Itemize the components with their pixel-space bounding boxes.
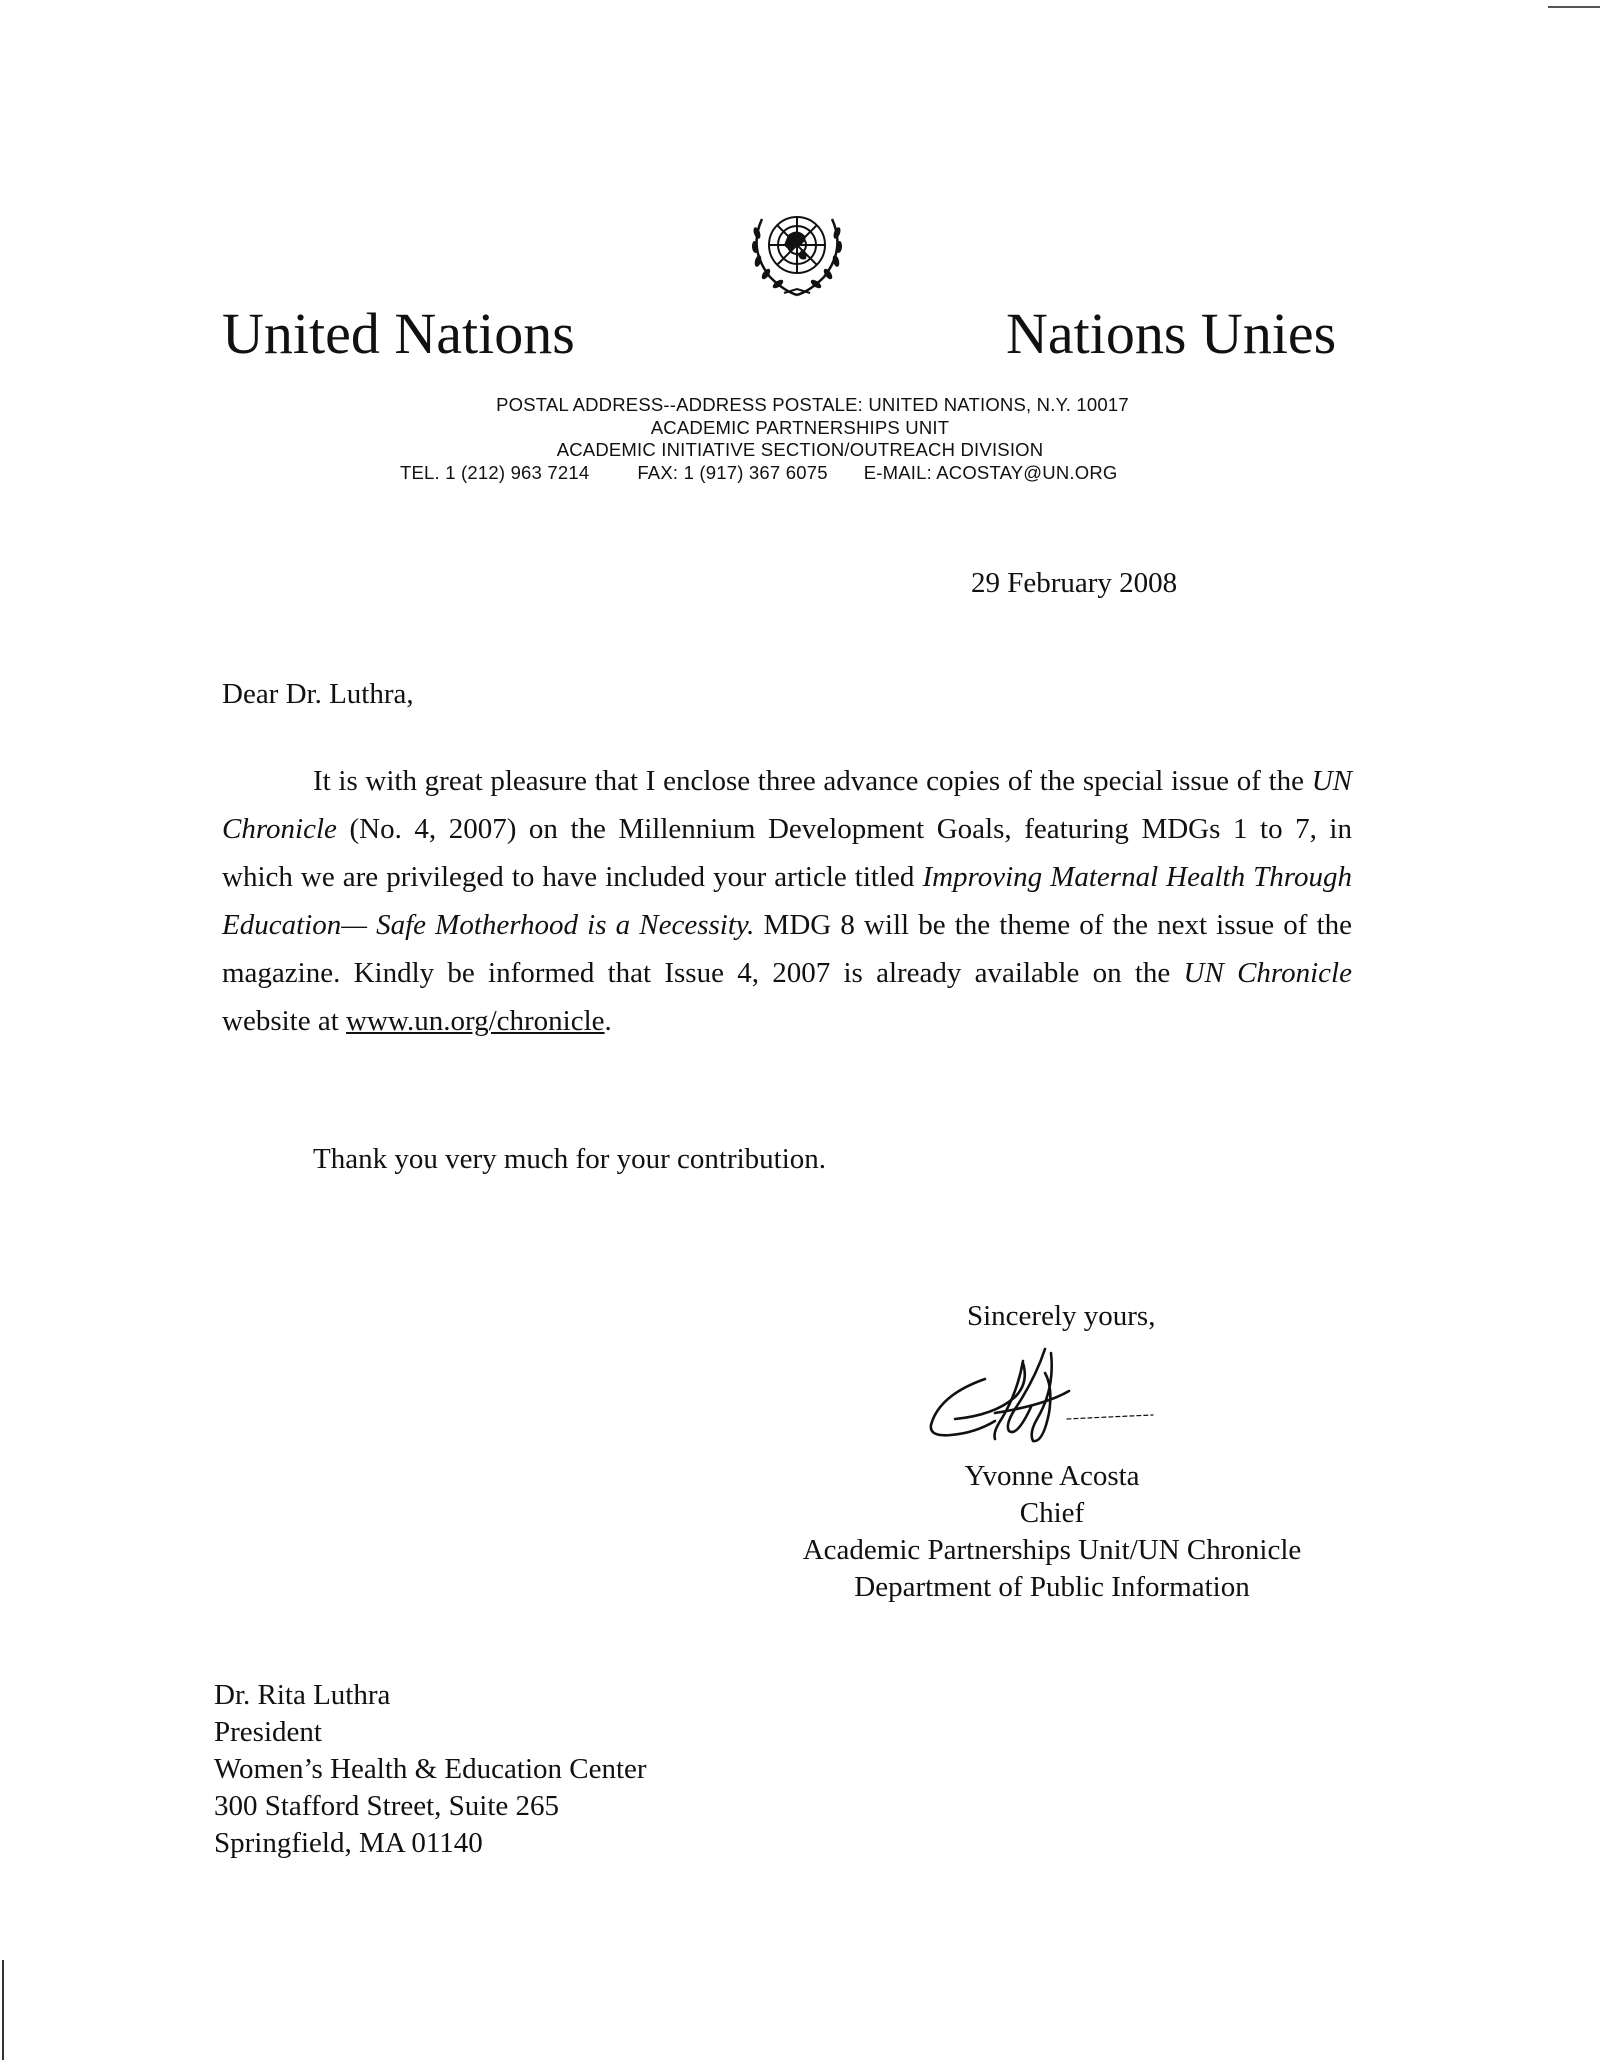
postal-address-line: POSTAL ADDRESS--ADDRESS POSTALE: UNITED NATIONS, N.Y. 10017 xyxy=(496,394,1129,415)
org-name-english: United Nations xyxy=(222,301,575,366)
chronicle-website-link[interactable]: www.un.org/chronicle xyxy=(346,1005,605,1037)
salutation: Dear Dr. Luthra, xyxy=(222,678,414,710)
article-title: Improving Maternal Health Through Education— Safe Motherhood is a Necessity. xyxy=(222,861,1352,941)
body-text-segment: (No. 4, 2007) on the Millennium Development Goals, featuring MDGs 1 to 7, in which we are privileged to have included your article titled xyxy=(222,813,1352,893)
fax-number: FAX: 1 (917) 367 6075 xyxy=(637,462,828,483)
unit-name-line: ACADEMIC PARTNERSHIPS UNIT xyxy=(650,417,950,438)
thanks-sentence: Thank you very much for your contribution. xyxy=(313,1143,827,1175)
scan-edge-mark xyxy=(2,1960,4,2060)
body-text-segment: . xyxy=(604,1005,612,1037)
email-address: E-MAIL: ACOSTAY@UN.ORG xyxy=(863,462,1118,483)
publication-title: UN Chronicle xyxy=(222,765,1352,845)
un-emblem-icon xyxy=(740,203,854,301)
org-name-french: Nations Unies xyxy=(1006,301,1337,366)
body-text-segment: It is with great pleasure that I enclose three advance copies of the special issue of the xyxy=(313,765,1312,797)
contact-line xyxy=(400,462,1117,484)
closing: Sincerely yours, xyxy=(967,1300,1156,1332)
signer-title: Chief xyxy=(1019,1497,1085,1529)
recipient-street: 300 Stafford Street, Suite 265 xyxy=(214,1790,560,1822)
signer-department: Department of Public Information xyxy=(854,1571,1250,1603)
telephone-number: TEL. 1 (212) 963 7214 xyxy=(400,462,590,483)
recipient-title: President xyxy=(214,1716,322,1748)
body-text-segment: website at xyxy=(222,1005,347,1037)
recipient-city: Springfield, MA 01140 xyxy=(214,1827,483,1859)
recipient-organization: Women’s Health & Education Center xyxy=(214,1753,647,1785)
publication-title: UN Chronicle xyxy=(1183,957,1352,989)
letter-date: 29 February 2008 xyxy=(971,567,1178,599)
handwritten-signature xyxy=(925,1343,1175,1459)
signer-name: Yvonne Acosta xyxy=(964,1460,1140,1492)
signer-unit: Academic Partnerships Unit/UN Chronicle xyxy=(802,1534,1302,1566)
letter-body-paragraph xyxy=(222,757,1352,1045)
scan-mark xyxy=(1548,6,1600,8)
body-text-segment: MDG 8 will be the theme of the next issue of the magazine. Kindly be informed that Issue 4, 2007 is already available on the xyxy=(222,909,1352,989)
recipient-name: Dr. Rita Luthra xyxy=(214,1679,391,1711)
recipient-address-block xyxy=(214,1677,647,1862)
division-name-line: ACADEMIC INITIATIVE SECTION/OUTREACH DIVISION xyxy=(556,439,1044,460)
signature-block xyxy=(782,1458,1322,1606)
